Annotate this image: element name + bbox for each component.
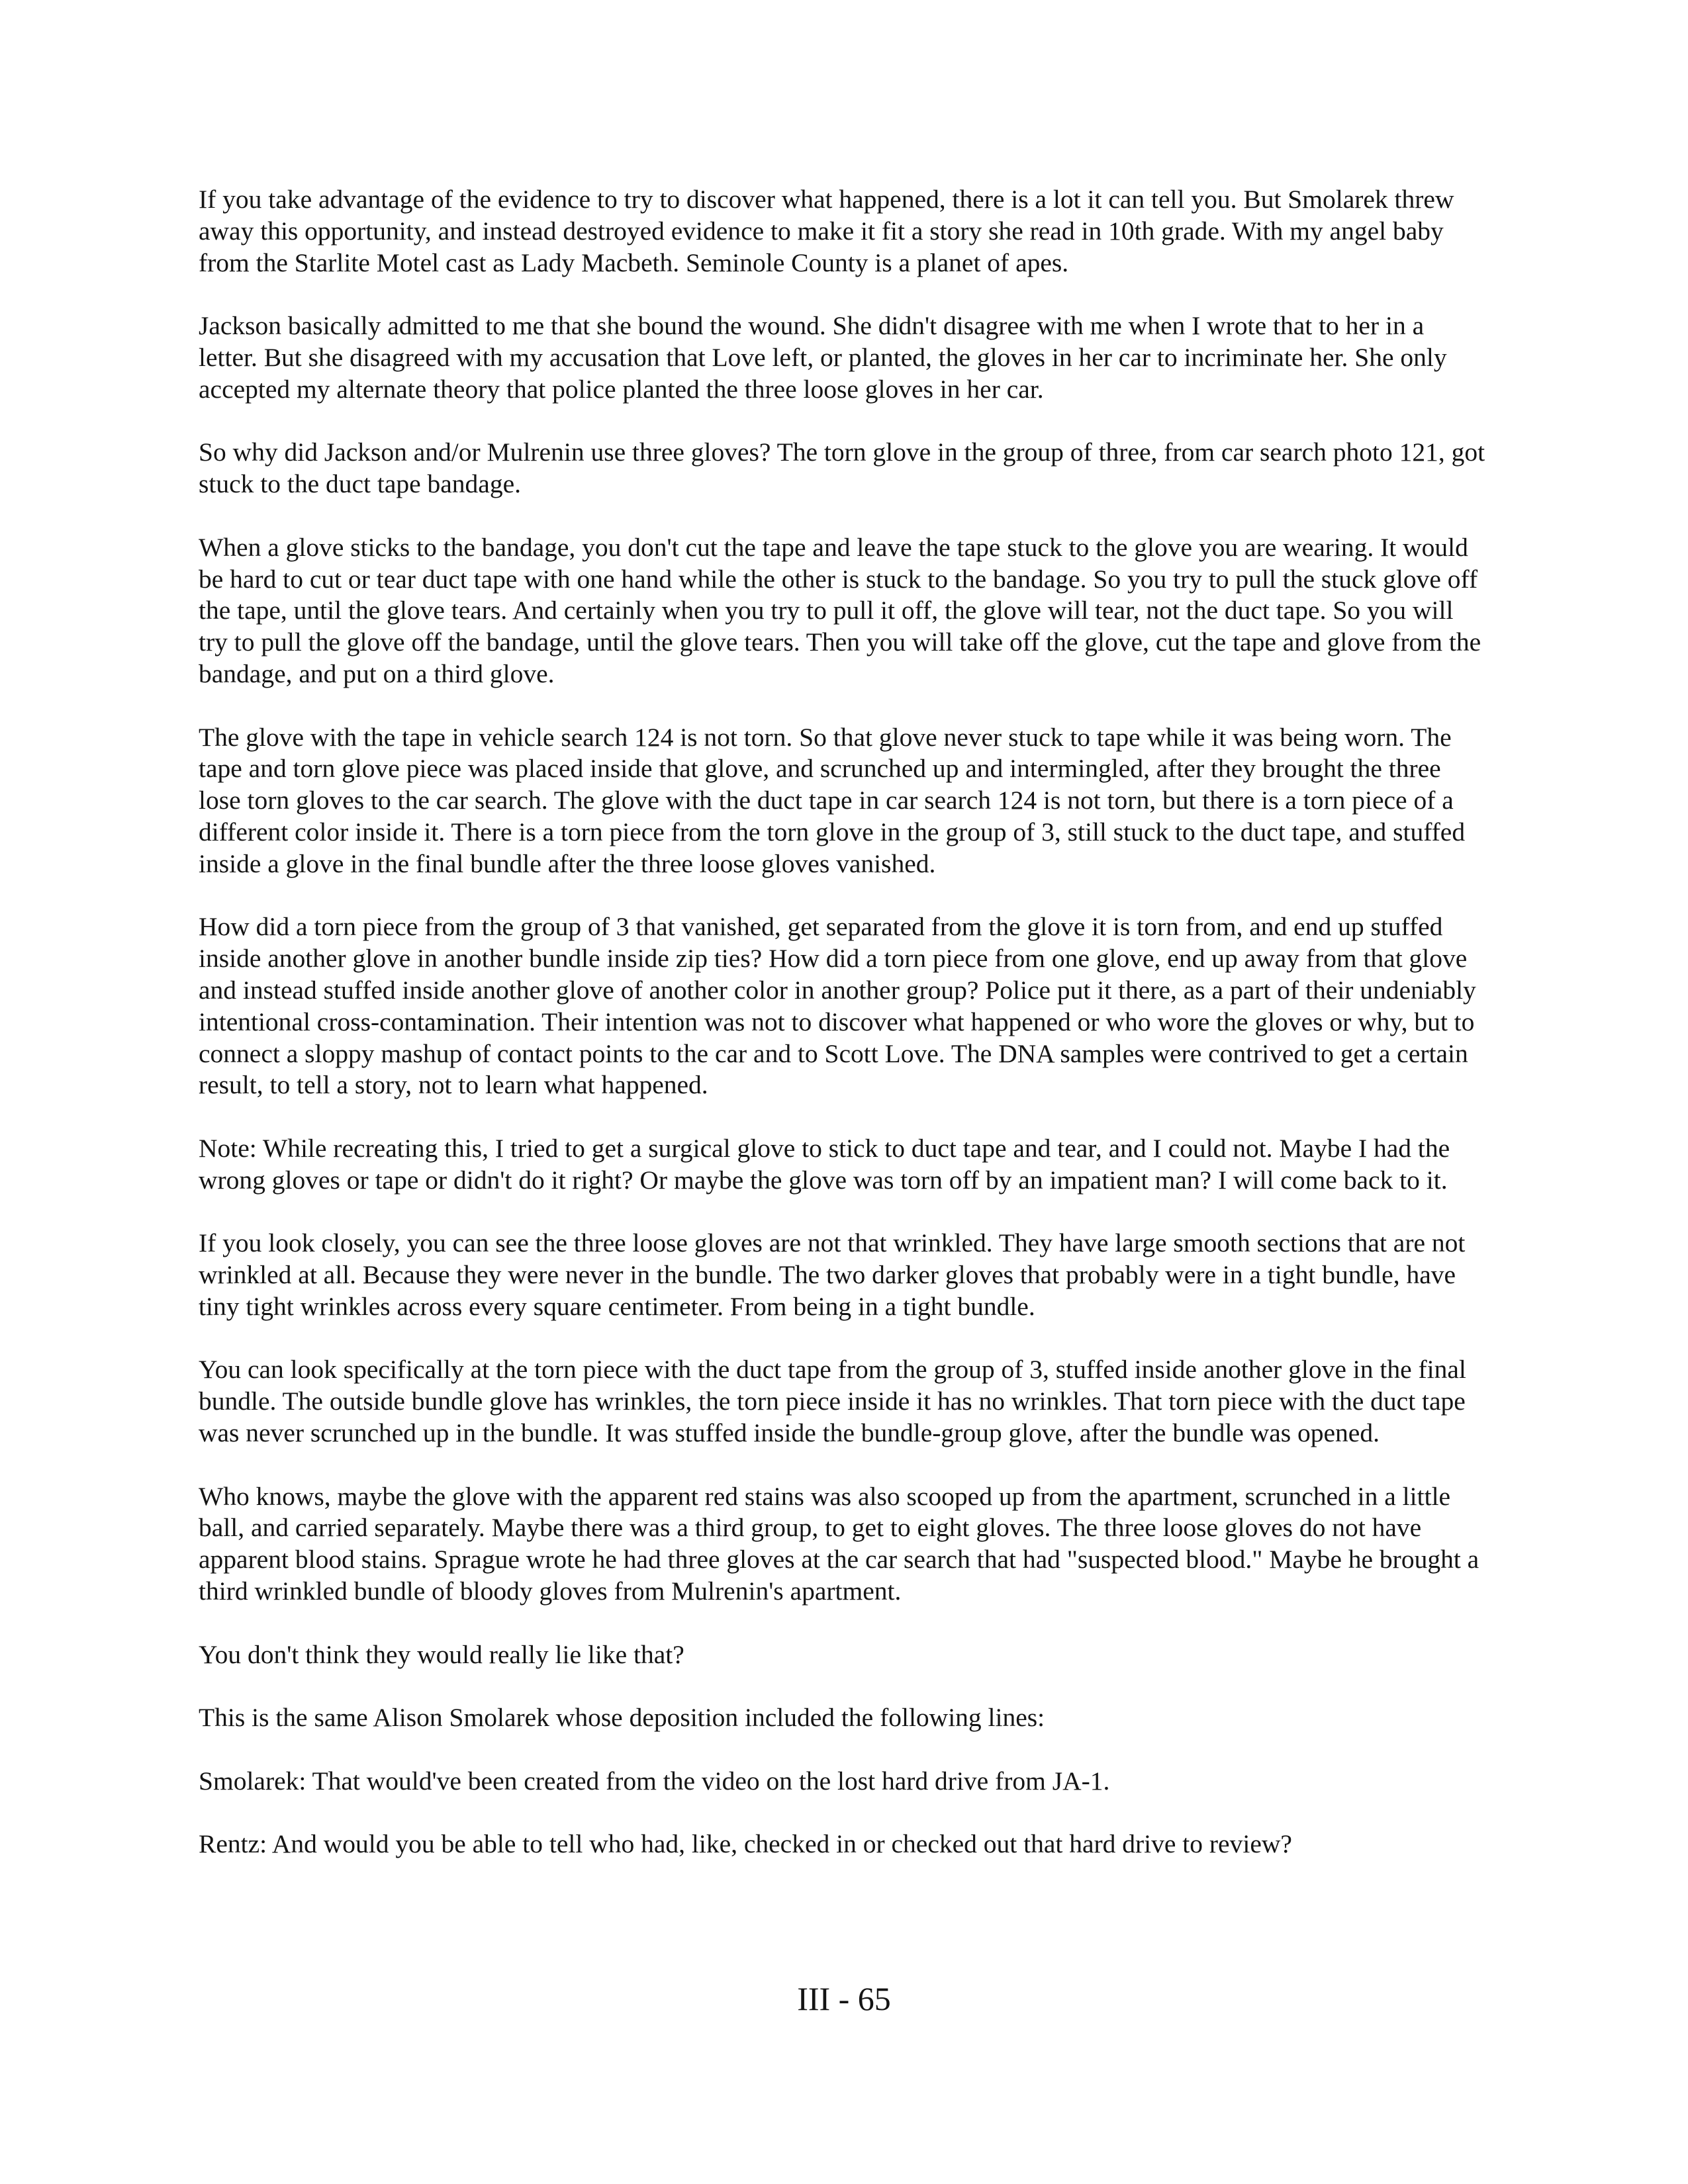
page-number: III - 65 [797,1980,891,2017]
paragraph-13: Smolarek: That would've been created from the video on the lost hard drive from JA-1. [199,1766,1110,1796]
paragraph-3: So why did Jackson and/or Mulrenin use three gloves? The torn glove in the group of three, from car search photo 121, got stuck to the duct tape bandage. [199,437,1485,499]
paragraph-11: You don't think they would really lie like that? [199,1639,684,1669]
paragraph-10: Who knows, maybe the glove with the apparent red stains was also scooped up from the apartment, scrunched in a little ball, and carried separately. Maybe there was a third group, to get to eight gloves. The three loose gloves do not have apparent blood stains. Sprague wrote he had three gloves at the car search that had "suspected blood." Maybe he brought a third wrinkled bundle of bloody gloves from Mulrenin's apartment. [199,1481,1479,1606]
paragraph-7: Note: While recreating this, I tried to get a surgical glove to stick to duct tape and tear, and I could not. Maybe I had the wrong gloves or tape or didn't do it right? Or maybe the glove was torn off by an impatient man? I will come back to it. [199,1133,1450,1195]
paragraph-4: When a glove sticks to the bandage, you don't cut the tape and leave the tape stuck to the glove you are wearing. It would be hard to cut or tear duct tape with one hand while the other is stuck to the bandage. So you try to pull the stuck glove off the tape, until the glove tears. And certainly when you try to pull it off, the glove will tear, not the duct tape. So you will try to pull the glove off the bandage, until the glove tears. Then you will take off the glove, cut the tape and glove from the bandage, and put on a third glove. [199,532,1481,688]
paragraph-2: Jackson basically admitted to me that she bound the wound. She didn't disagree with me when I wrote that to her in a letter. But she disagreed with my accusation that Love left, or planted, the gloves in her car to incriminate her. She only accepted my alternate theory that police planted the three loose gloves in her car. [199,311,1447,404]
paragraph-14: Rentz: And would you be able to tell who had, like, checked in or checked out that hard drive to review? [199,1829,1292,1859]
paragraph-8: If you look closely, you can see the three loose gloves are not that wrinkled. They have large smooth sections that are not wrinkled at all. Because they were never in the bundle. The two darker gloves that probably were in a tight bundle, have tiny tight wrinkles across every square centimeter. From being in a tight bundle. [199,1228,1466,1321]
paragraph-9: You can look specifically at the torn piece with the duct tape from the group of 3, stuffed inside another glove in the final bundle. The outside bundle glove has wrinkles, the torn piece inside it has no wrinkles. That torn piece with the duct tape was never scrunched up in the bundle. It was stuffed inside the bundle-group glove, after the bundle was opened. [199,1355,1466,1448]
paragraph-12: This is the same Alison Smolarek whose deposition included the following lines: [199,1703,1045,1733]
paragraph-5: The glove with the tape in vehicle search 124 is not torn. So that glove never stuck to tape while it was being worn. The tape and torn glove piece was placed inside that glove, and scrunched up and intermingled, after they brought the three lose torn gloves to the car search. The glove with the duct tape in car search 124 is not torn, but there is a torn piece of a different color inside it. There is a torn piece from the torn glove in the group of 3, still stuck to the duct tape, and stuffed inside a glove in the final bundle after the three loose gloves vanished. [199,722,1466,878]
paragraph-6: How did a torn piece from the group of 3 that vanished, get separated from the glove it is torn from, and end up stuffed inside another glove in another bundle inside zip ties? How did a torn piece from one glove, end up away from that glove and instead stuffed inside another glove of another color in another group? Police put it there, as a part of their undeniably intentional cross-contamination. Their intention was not to discover what happened or who wore the gloves or why, but to connect a sloppy mashup of contact points to the car and to Scott Love. The DNA samples were contrived to get a certain result, to tell a story, not to learn what happened. [199,912,1476,1100]
paragraph-1: If you take advantage of the evidence to try to discover what happened, there is a lot it can tell you. But Smolarek threw away this opportunity, and instead destroyed evidence to make it fit a story she read in 10th grade. With my angel baby from the Starlite Motel cast as Lady Macbeth. Seminole County is a planet of apes. [199,185,1454,277]
body-text [199,184,1488,1892]
